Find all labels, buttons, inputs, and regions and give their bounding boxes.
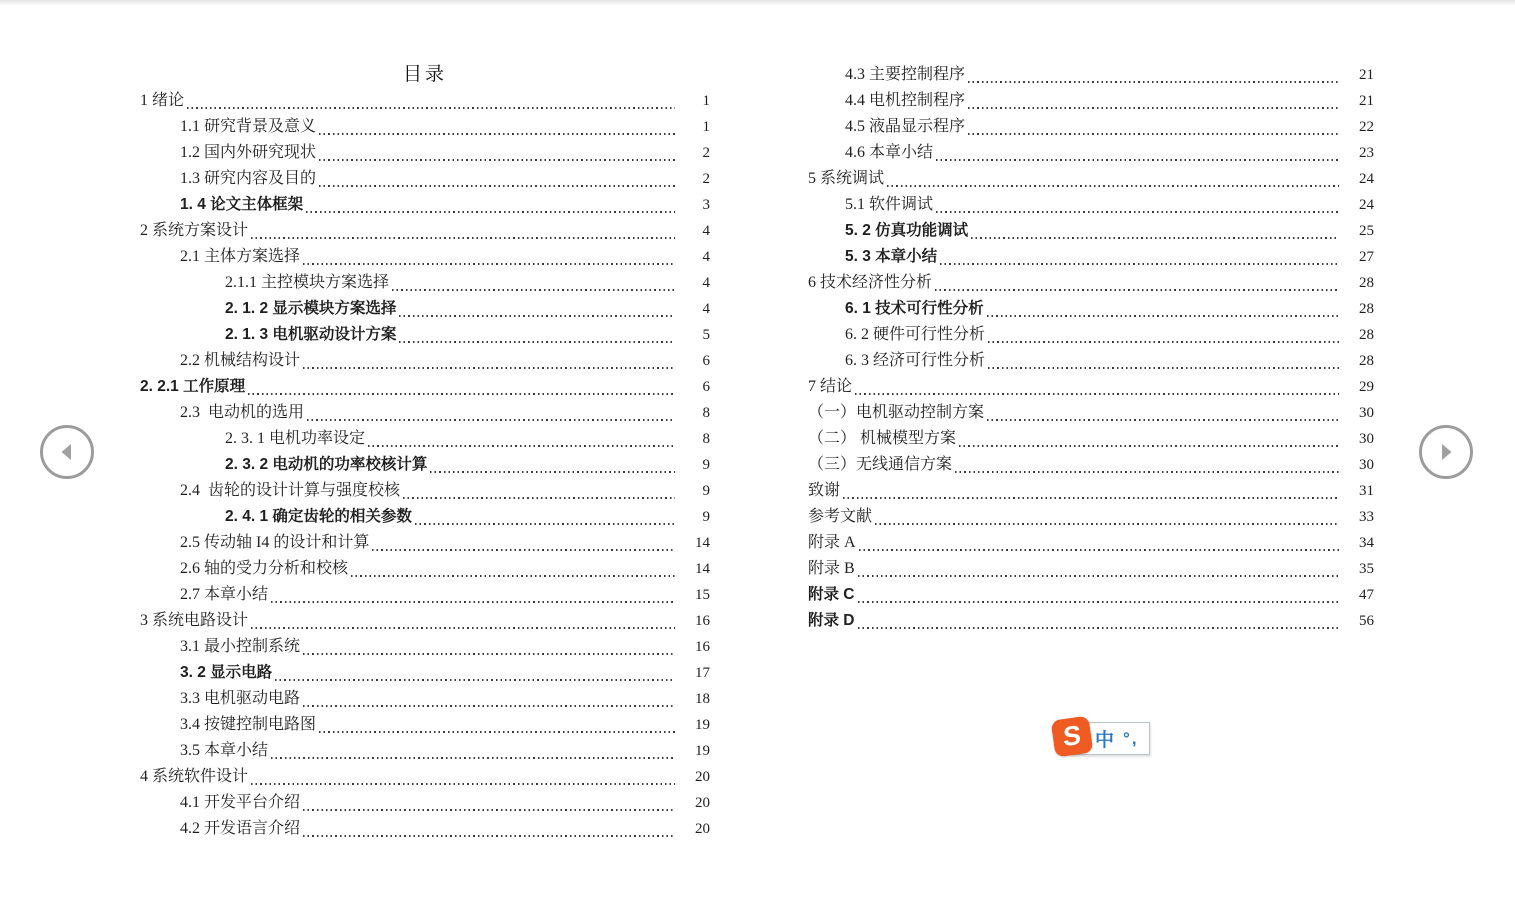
dotted-leader <box>399 315 675 317</box>
toc-page-number: 22 <box>1359 119 1374 135</box>
toc-entry-label: 1. 4 论文主体框架 <box>180 196 304 213</box>
dotted-leader <box>351 575 675 577</box>
toc-entry <box>808 608 1374 634</box>
toc-entry-label: 4 系统软件设计 <box>140 768 249 785</box>
toc-entry <box>140 88 710 114</box>
toc-entry-label: 4.5 液晶显示程序 <box>845 118 966 135</box>
toc-entry <box>140 816 710 842</box>
dotted-leader <box>307 419 675 421</box>
dotted-leader <box>251 783 675 785</box>
toc-page-number: 30 <box>1359 431 1374 447</box>
dotted-leader <box>968 133 1339 135</box>
dotted-leader <box>303 653 675 655</box>
toc-entry <box>140 608 710 634</box>
toc-entry-label: 2.1 主体方案选择 <box>180 248 301 265</box>
toc-page-number: 4 <box>702 301 710 317</box>
toc-entry-label: 3.4 按键控制电路图 <box>180 716 317 733</box>
toc-entry <box>808 582 1374 608</box>
toc-entry <box>808 400 1374 426</box>
dotted-leader <box>936 159 1339 161</box>
dotted-leader <box>987 315 1339 317</box>
left-arrow-icon <box>54 439 80 465</box>
toc-entry-label: 6. 3 经济可行性分析 <box>845 352 986 369</box>
toc-entry <box>808 426 1374 452</box>
dotted-leader <box>843 497 1339 499</box>
toc-page-number: 9 <box>702 509 710 525</box>
toc-entry-label: 致谢 <box>808 482 841 499</box>
toc-page-number: 15 <box>695 587 710 603</box>
toc-entry <box>140 582 710 608</box>
toc-entry <box>808 62 1374 88</box>
toc-page-number: 3 <box>702 197 710 213</box>
toc-page-number: 28 <box>1359 275 1374 291</box>
dotted-leader <box>971 237 1339 239</box>
toc-page-number: 33 <box>1359 509 1374 525</box>
toc-entry <box>140 400 710 426</box>
toc-page-number: 16 <box>695 613 710 629</box>
sogou-logo-icon[interactable]: S <box>1051 716 1094 758</box>
toc-entry <box>808 452 1374 478</box>
toc-page-number: 21 <box>1359 67 1374 83</box>
toc-entry <box>140 322 710 348</box>
toc-entry-label: 3.5 本章小结 <box>180 742 269 759</box>
toc-entry-label: 参考文献 <box>808 508 873 525</box>
dotted-leader <box>959 445 1339 447</box>
toc-entry-label: 2.5 传动轴 I4 的设计和计算 <box>180 534 370 551</box>
dotted-leader <box>858 627 1339 629</box>
toc-entry <box>808 556 1374 582</box>
toc-entry-label: 4.6 本章小结 <box>845 144 934 161</box>
toc-page-number: 20 <box>695 769 710 785</box>
toc-entry <box>140 166 710 192</box>
right-arrow-icon <box>1433 439 1459 465</box>
toc-page-number: 4 <box>702 275 710 291</box>
toc-entry-label: 1.1 研究背景及意义 <box>180 118 317 135</box>
toc-entry-label: 5. 2 仿真功能调试 <box>845 222 969 239</box>
toc-page-number: 20 <box>695 795 710 811</box>
toc-entry-label: （二） 机械模型方案 <box>808 430 957 447</box>
dotted-leader <box>392 289 675 291</box>
toc-entry <box>140 660 710 686</box>
dotted-leader <box>858 601 1339 603</box>
toc-page-number: 9 <box>702 483 710 499</box>
toc-entry <box>140 452 710 478</box>
toc-entry-label: 4.1 开发平台介绍 <box>180 794 301 811</box>
toc-entry <box>140 530 710 556</box>
toc-entry-label: 2.1.1 主控模块方案选择 <box>225 274 390 291</box>
toc-page-number: 18 <box>695 691 710 707</box>
toc-page-number: 28 <box>1359 301 1374 317</box>
toc-entry <box>808 296 1374 322</box>
toc-entry <box>808 244 1374 270</box>
toc-entry <box>140 218 710 244</box>
toc-entry-label: （一）电机驱动控制方案 <box>808 404 985 421</box>
toc-page-number: 2 <box>702 171 710 187</box>
dotted-leader <box>858 575 1339 577</box>
toc-page-number: 20 <box>695 821 710 837</box>
toc-page-number: 28 <box>1359 353 1374 369</box>
dotted-leader <box>399 341 675 343</box>
toc-entry <box>140 790 710 816</box>
dotted-leader <box>306 211 675 213</box>
toc-entry <box>808 88 1374 114</box>
toc-entry-label: 3.3 电机驱动电路 <box>180 690 301 707</box>
toc-page-number: 31 <box>1359 483 1374 499</box>
toc-page-number: 25 <box>1359 223 1374 239</box>
toc-page-right <box>808 62 1374 634</box>
toc-page-number: 19 <box>695 743 710 759</box>
toc-page-number: 27 <box>1359 249 1374 265</box>
toc-entry-label: 5 系统调试 <box>808 170 885 187</box>
toc-page-left <box>140 62 710 842</box>
toc-page-number: 19 <box>695 717 710 733</box>
toc-entry <box>140 296 710 322</box>
toc-entry-label: 2. 3. 1 电机功率设定 <box>225 430 366 447</box>
toc-entry <box>808 374 1374 400</box>
dotted-leader <box>859 549 1339 551</box>
dotted-leader <box>987 419 1339 421</box>
toc-page-number: 17 <box>695 665 710 681</box>
toc-entry <box>140 634 710 660</box>
toc-page-number: 1 <box>702 93 710 109</box>
toc-entry-label: 2 系统方案设计 <box>140 222 249 239</box>
toc-page-number: 8 <box>702 405 710 421</box>
toc-entry-label: 2.4 齿轮的设计计算与强度校核 <box>180 482 401 499</box>
toc-page-number: 4 <box>702 249 710 265</box>
toc-entry <box>808 114 1374 140</box>
dotted-leader <box>319 133 675 135</box>
toc-entry-label: 附录 A <box>808 534 856 551</box>
toc-page-number: 6 <box>702 379 710 395</box>
ime-chinese-mode-indicator[interactable]: 中 <box>1095 730 1115 751</box>
dotted-leader <box>303 263 675 265</box>
dotted-leader <box>248 393 675 395</box>
toc-entry <box>808 478 1374 504</box>
toc-entry-label: 附录 C <box>808 586 855 603</box>
toc-entry <box>140 738 710 764</box>
ime-punctuation-indicator[interactable]: °, <box>1123 728 1139 748</box>
window-top-strip <box>0 0 1515 5</box>
toc-entry <box>140 348 710 374</box>
dotted-leader <box>936 211 1339 213</box>
dotted-leader <box>968 107 1339 109</box>
toc-page-number: 9 <box>702 457 710 473</box>
toc-page-number: 6 <box>702 353 710 369</box>
toc-entry <box>140 140 710 166</box>
toc-entry <box>140 764 710 790</box>
dotted-leader <box>368 445 675 447</box>
toc-page-number: 1 <box>702 119 710 135</box>
dotted-leader <box>303 705 675 707</box>
toc-entry-label: 1.2 国内外研究现状 <box>180 144 317 161</box>
sogou-ime-bar[interactable] <box>1053 718 1153 760</box>
toc-entry <box>808 270 1374 296</box>
toc-page-number: 14 <box>695 535 710 551</box>
next-page-button[interactable] <box>1419 425 1473 479</box>
toc-entry-label: 2.2 机械结构设计 <box>180 352 301 369</box>
toc-page-number: 30 <box>1359 405 1374 421</box>
dotted-leader <box>251 237 675 239</box>
toc-entry-label: 1 绪论 <box>140 92 185 109</box>
toc-page-number: 29 <box>1359 379 1374 395</box>
toc-entry-label: 2. 4. 1 确定齿轮的相关参数 <box>225 508 412 525</box>
dotted-leader <box>988 341 1339 343</box>
dotted-leader <box>319 185 675 187</box>
dotted-leader <box>968 81 1339 83</box>
dotted-leader <box>855 393 1339 395</box>
toc-entry <box>140 686 710 712</box>
dotted-leader <box>319 731 675 733</box>
toc-entry-label: 5.1 软件调试 <box>845 196 934 213</box>
toc-entry <box>808 322 1374 348</box>
dotted-leader <box>319 159 675 161</box>
toc-entry-label: 4.4 电机控制程序 <box>845 92 966 109</box>
toc-entry-label: 2.6 轴的受力分析和校核 <box>180 560 349 577</box>
dotted-leader <box>940 263 1339 265</box>
toc-entry <box>808 530 1374 556</box>
toc-entry <box>140 244 710 270</box>
toc-entry-label: 3.1 最小控制系统 <box>180 638 301 655</box>
toc-entry-label: 7 结论 <box>808 378 853 395</box>
toc-entry-label: （三）无线通信方案 <box>808 456 953 473</box>
toc-entry-label: 1.3 研究内容及目的 <box>180 170 317 187</box>
toc-page-number: 24 <box>1359 197 1374 213</box>
dotted-leader <box>271 601 675 603</box>
toc-entry-label: 2.3 电动机的选用 <box>180 404 305 421</box>
toc-entry <box>808 140 1374 166</box>
toc-page-number: 35 <box>1359 561 1374 577</box>
toc-entry-label: 附录 D <box>808 612 855 629</box>
toc-page-number: 24 <box>1359 171 1374 187</box>
dotted-leader <box>271 757 675 759</box>
toc-entry-label: 附录 B <box>808 560 855 577</box>
dotted-leader <box>415 523 675 525</box>
dotted-leader <box>988 367 1339 369</box>
toc-entry <box>808 166 1374 192</box>
toc-page-number: 5 <box>702 327 710 343</box>
toc-page-number: 30 <box>1359 457 1374 473</box>
toc-entry <box>140 192 710 218</box>
dotted-leader <box>187 107 675 109</box>
toc-page-number: 8 <box>702 431 710 447</box>
toc-page-number: 47 <box>1359 587 1374 603</box>
toc-entry-label: 6. 2 硬件可行性分析 <box>845 326 986 343</box>
toc-entry <box>140 270 710 296</box>
toc-page-number: 16 <box>695 639 710 655</box>
previous-page-button[interactable] <box>40 425 94 479</box>
toc-page-number: 2 <box>702 145 710 161</box>
toc-entry <box>140 426 710 452</box>
toc-entry-label: 3 系统电路设计 <box>140 612 249 629</box>
toc-entry-label: 2. 2.1 工作原理 <box>140 378 246 395</box>
toc-entry-label: 3. 2 显示电路 <box>180 664 273 681</box>
toc-page-number: 28 <box>1359 327 1374 343</box>
toc-entry-label: 6. 1 技术可行性分析 <box>845 300 984 317</box>
toc-entry <box>140 478 710 504</box>
toc-title: 目录 <box>402 64 447 85</box>
toc-entry <box>808 504 1374 530</box>
toc-entry <box>140 556 710 582</box>
dotted-leader <box>303 367 675 369</box>
toc-entry-label: 2. 1. 2 显示模块方案选择 <box>225 300 397 317</box>
toc-entry-label: 6 技术经济性分析 <box>808 274 933 291</box>
toc-entry <box>140 504 710 530</box>
toc-entry-label: 4.2 开发语言介绍 <box>180 820 301 837</box>
toc-entry-label: 2. 3. 2 电动机的功率校核计算 <box>225 456 428 473</box>
toc-page-number: 56 <box>1359 613 1374 629</box>
toc-page-number: 4 <box>702 223 710 239</box>
toc-entry-label: 4.3 主要控制程序 <box>845 66 966 83</box>
dotted-leader <box>303 835 675 837</box>
dotted-leader <box>251 627 675 629</box>
toc-page-number: 34 <box>1359 535 1374 551</box>
toc-entry <box>140 712 710 738</box>
toc-entry <box>808 192 1374 218</box>
dotted-leader <box>887 185 1339 187</box>
toc-entry <box>808 218 1374 244</box>
dotted-leader <box>372 549 675 551</box>
toc-page-number: 21 <box>1359 93 1374 109</box>
dotted-leader <box>430 471 675 473</box>
toc-entry <box>808 348 1374 374</box>
toc-entry-label: 2.7 本章小结 <box>180 586 269 603</box>
dotted-leader <box>403 497 675 499</box>
toc-entry-label: 2. 1. 3 电机驱动设计方案 <box>225 326 397 343</box>
toc-page-number: 23 <box>1359 145 1374 161</box>
dotted-leader <box>275 679 675 681</box>
dotted-leader <box>935 289 1339 291</box>
toc-entry-label: 5. 3 本章小结 <box>845 248 938 265</box>
dotted-leader <box>875 523 1339 525</box>
toc-entry <box>140 114 710 140</box>
toc-entry <box>140 374 710 400</box>
dotted-leader <box>303 809 675 811</box>
toc-page-number: 14 <box>695 561 710 577</box>
dotted-leader <box>955 471 1339 473</box>
